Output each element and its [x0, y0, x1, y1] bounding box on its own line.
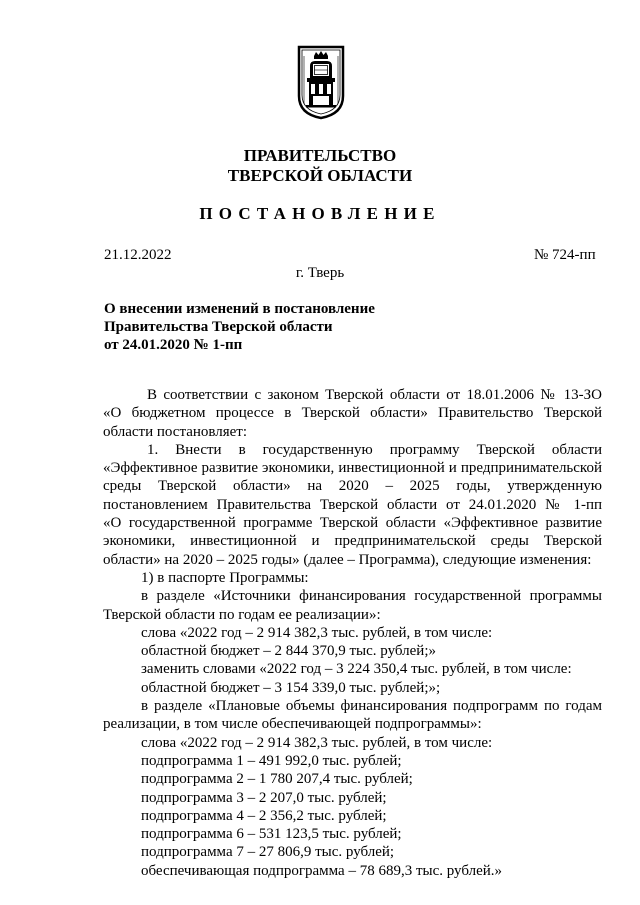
body-text-line: «Эффективное развитие экономики, инвестиционной и предпринимательской	[103, 460, 602, 477]
document-date: 21.12.2022	[104, 247, 172, 263]
body-text-line: областной бюджет – 3 154 339,0 тыс. рублей;»;	[141, 679, 441, 696]
body-text-line: реализации, в том числе обеспечивающей подпрограммы»:	[103, 716, 482, 733]
document-type-heading: ПОСТАНОВЛЕНИЕ	[199, 204, 441, 223]
body-text-line: экономики, инвестиционной и предпринимательской среды Тверской	[103, 533, 602, 550]
body-text-line: Тверской области по годам ее реализации»:	[103, 606, 381, 623]
body-text-line: «О бюджетном процессе в Тверской области» Правительство Тверской	[103, 405, 602, 422]
body-text-line: подпрограмма 4 – 2 356,2 тыс. рублей;	[141, 807, 387, 824]
body-text-line: подпрограмма 1 – 491 992,0 тыс. рублей;	[141, 752, 402, 769]
subject-line: Правительства Тверской области	[104, 319, 333, 335]
body-text-line: в разделе «Плановые объемы финансирования подпрограмм по годам	[141, 698, 602, 715]
coat-of-arms-icon	[296, 44, 346, 120]
document-subject	[104, 300, 375, 354]
body-text-line: области постановляет:	[103, 423, 248, 440]
government-name-line2: ТВЕРСКОЙ ОБЛАСТИ	[227, 166, 413, 185]
body-text-line: подпрограмма 6 – 531 123,5 тыс. рублей;	[141, 826, 402, 843]
government-name	[0, 146, 640, 186]
body-text-line: областной бюджет – 2 844 370,9 тыс. рублей;»	[141, 643, 436, 660]
body-text-line: обеспечивающая подпрограмма – 78 689,3 тыс. рублей.»	[141, 862, 503, 879]
body-text-line: 1) в паспорте Программы:	[141, 569, 309, 586]
tver-coat-of-arms-emblem	[296, 44, 346, 120]
subject-line: от 24.01.2020 № 1-пп	[104, 337, 243, 353]
body-text-line: подпрограмма 2 – 1 780 207,4 тыс. рублей;	[141, 771, 413, 788]
body-text-line: постановлением Правительства Тверской области от 24.01.2020 № 1-пп	[103, 496, 602, 513]
document-number: № 724-пп	[534, 247, 596, 263]
body-text-line: «О государственной программе Тверской области «Эффективное развитие	[103, 515, 602, 532]
body-text-line: подпрограмма 3 – 2 207,0 тыс. рублей;	[141, 789, 387, 806]
body-text-line: В соответствии с законом Тверской области от 18.01.2006 № 13-ЗО	[147, 387, 602, 403]
body-text-line: среды Тверской области» на 2020 – 2025 годы, утвержденную	[103, 478, 602, 495]
body-text-line: области» на 2020 – 2025 годы» (далее – Программа), следующие изменения:	[103, 551, 592, 568]
body-text-line: 1. Внести в государственную программу Тверской области	[147, 441, 602, 458]
body-text-line: слова «2022 год – 2 914 382,3 тыс. рублей, в том числе:	[141, 734, 493, 751]
body-text-line: заменить словами «2022 год – 3 224 350,4 тыс. рублей, в том числе:	[141, 661, 572, 678]
body-text-line: в разделе «Источники финансирования государственной программы	[141, 588, 602, 605]
body-text-line: подпрограмма 7 – 27 806,9 тыс. рублей;	[141, 844, 395, 861]
document-body	[103, 386, 602, 880]
document-city: г. Тверь	[295, 265, 345, 281]
subject-line: О внесении изменений в постановление	[104, 301, 375, 317]
government-name-line1: ПРАВИТЕЛЬСТВО	[243, 146, 397, 165]
body-text-line: слова «2022 год – 2 914 382,3 тыс. рублей, в том числе:	[141, 624, 493, 641]
